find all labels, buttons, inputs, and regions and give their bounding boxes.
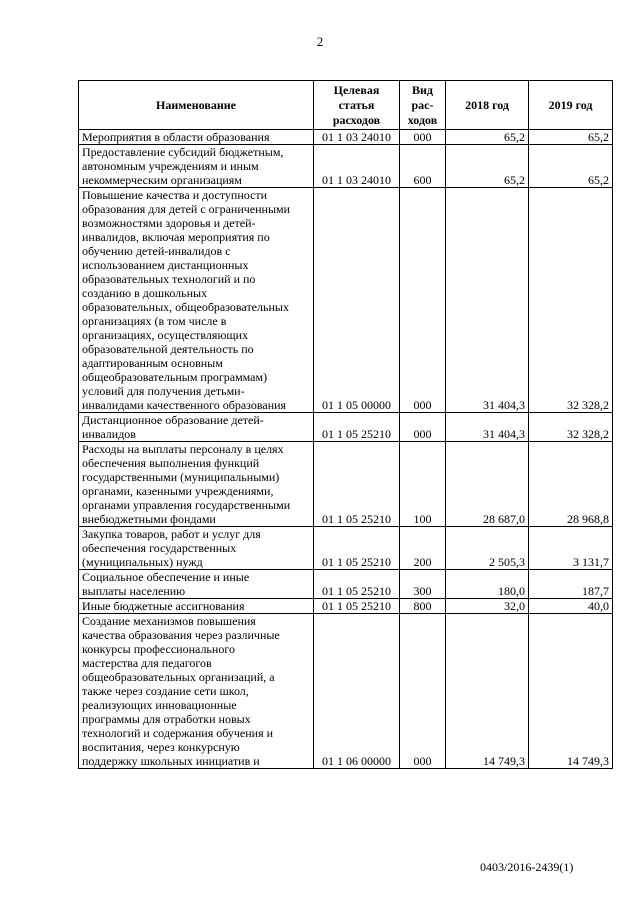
row-2019: 14 749,3 (529, 614, 613, 769)
header-type (400, 81, 446, 130)
row-name-line: обеспечения государственных (82, 541, 237, 555)
row-code: 01 1 03 24010 (314, 145, 400, 188)
header-type-line: рас- (411, 97, 434, 112)
row-name-line: поддержку школьных инициатив и (82, 754, 260, 768)
table-row (79, 599, 613, 614)
row-name-line: образовательных, общеобразовательных (82, 300, 289, 314)
table-row (79, 188, 613, 413)
header-code (314, 81, 400, 130)
row-code: 01 1 05 25210 (314, 570, 400, 599)
row-name-line: инвалидов, включая мероприятия по (82, 230, 270, 244)
row-2019: 65,2 (529, 130, 613, 145)
header-name: Наименование (79, 81, 314, 130)
row-2018: 65,2 (446, 145, 529, 188)
row-2018: 180,0 (446, 570, 529, 599)
row-name-line: образовательных технологий и по (82, 272, 256, 286)
header-2018: 2018 год (446, 81, 529, 130)
row-name (79, 570, 314, 599)
row-name-line: образовательной деятельность по (82, 342, 254, 356)
row-name-line: Расходы на выплаты персоналу в целях (82, 442, 284, 456)
row-name-line: внебюджетными фондами (82, 512, 216, 526)
row-2018: 31 404,3 (446, 188, 529, 413)
header-type-line: Вид (412, 82, 433, 97)
row-type: 000 (400, 130, 446, 145)
row-type: 800 (400, 599, 446, 614)
table-header-row (79, 81, 613, 130)
table-row (79, 413, 613, 442)
row-name (79, 527, 314, 570)
header-code-line: статья (338, 97, 375, 112)
table-row (79, 570, 613, 599)
row-code: 01 1 06 00000 (314, 614, 400, 769)
row-name (79, 413, 314, 442)
row-name-line: качества образования через различные (82, 628, 280, 642)
row-2018: 28 687,0 (446, 442, 529, 527)
row-name-line: Повышение качества и доступности (82, 188, 268, 202)
row-name-line: организациях, осуществляющих (82, 328, 249, 342)
row-2018: 65,2 (446, 130, 529, 145)
row-code: 01 1 05 00000 (314, 188, 400, 413)
row-name-line: использованием дистанционных (82, 258, 249, 272)
row-name-line: Иные бюджетные ассигнования (82, 599, 245, 613)
row-name-line: государственными (муниципальными) (82, 470, 280, 484)
table-body (79, 130, 613, 769)
row-type: 000 (400, 188, 446, 413)
header-2019: 2019 год (529, 81, 613, 130)
row-name (79, 188, 314, 413)
row-2019: 65,2 (529, 145, 613, 188)
row-name (79, 442, 314, 527)
row-2018: 2 505,3 (446, 527, 529, 570)
page-number: 2 (316, 34, 324, 49)
row-name-line: реализующих инновационные (82, 698, 237, 712)
row-2019: 28 968,8 (529, 442, 613, 527)
row-name-line: Социальное обеспечение и иные (82, 570, 250, 584)
row-name-line: Дистанционное образование детей- (82, 413, 264, 427)
header-type-line: ходов (407, 112, 438, 127)
row-name (79, 145, 314, 188)
document-number: 0403/2016-2439(1) (480, 860, 574, 874)
row-name-line: воспитания, через конкурсную (82, 740, 240, 754)
row-type: 000 (400, 413, 446, 442)
row-type: 300 (400, 570, 446, 599)
row-name-line: образования для детей с ограниченными (82, 202, 291, 216)
row-name-line: общеобразовательным программам) (82, 370, 268, 384)
row-code: 01 1 05 25210 (314, 599, 400, 614)
row-name-line: обеспечения выполнения функций (82, 456, 260, 470)
row-2019: 3 131,7 (529, 527, 613, 570)
row-name (79, 614, 314, 769)
row-code: 01 1 05 25210 (314, 442, 400, 527)
row-2019: 32 328,2 (529, 188, 613, 413)
row-name-line: условий для получения детьми- (82, 384, 245, 398)
header-code-line: Целевая (333, 82, 380, 97)
row-name-line: технологий и содержания обучения и (82, 726, 274, 740)
table-row (79, 145, 613, 188)
row-name-line: обучению детей-инвалидов с (82, 244, 231, 258)
row-name-line: (муниципальных) нужд (82, 555, 203, 569)
row-name-line: Закупка товаров, работ и услуг для (82, 527, 261, 541)
row-name-line: возможностями здоровья и детей- (82, 216, 256, 230)
row-name-line: также через создание сети школ, (82, 684, 249, 698)
row-2019: 40,0 (529, 599, 613, 614)
row-type: 100 (400, 442, 446, 527)
row-name-line: общеобразовательных организаций, а (82, 670, 275, 684)
row-2019: 32 328,2 (529, 413, 613, 442)
row-name-line: выплаты населению (82, 584, 186, 598)
row-name-line: конкурсы профессионального (82, 642, 235, 656)
row-type: 000 (400, 614, 446, 769)
row-name-line: автономным учреждениям и иным (82, 159, 259, 173)
row-name-line: организациях (в том числе в (82, 314, 227, 328)
row-name-line: мастерства для педагогов (82, 656, 212, 670)
row-type: 200 (400, 527, 446, 570)
row-name-line: программы для отработки новых (82, 712, 251, 726)
row-name-line: инвалидов (82, 427, 136, 441)
row-name-line: некоммерческим организациям (82, 173, 242, 187)
row-name-line: адаптированным основным (82, 356, 223, 370)
row-name-line: органами управления государственными (82, 498, 291, 512)
table-row (79, 527, 613, 570)
table-row (79, 614, 613, 769)
header-code-line: расходов (332, 112, 381, 127)
table-row (79, 130, 613, 145)
row-2018: 32,0 (446, 599, 529, 614)
row-name-line: Предоставление субсидий бюджетным, (82, 145, 284, 159)
row-code: 01 1 05 25210 (314, 527, 400, 570)
row-code: 01 1 05 25210 (314, 413, 400, 442)
row-2019: 187,7 (529, 570, 613, 599)
row-2018: 14 749,3 (446, 614, 529, 769)
row-type: 600 (400, 145, 446, 188)
row-name-line: созданию в дошкольных (82, 286, 208, 300)
row-name (79, 599, 314, 614)
row-code: 01 1 03 24010 (314, 130, 400, 145)
row-name (79, 130, 314, 145)
budget-table (78, 80, 613, 769)
row-name-line: инвалидами качественного образования (82, 398, 287, 412)
row-2018: 31 404,3 (446, 413, 529, 442)
row-name-line: Мероприятия в области образования (82, 130, 270, 144)
row-name-line: органами, казенными учреждениями, (82, 484, 274, 498)
row-name-line: Создание механизмов повышения (82, 614, 256, 628)
table-row (79, 442, 613, 527)
